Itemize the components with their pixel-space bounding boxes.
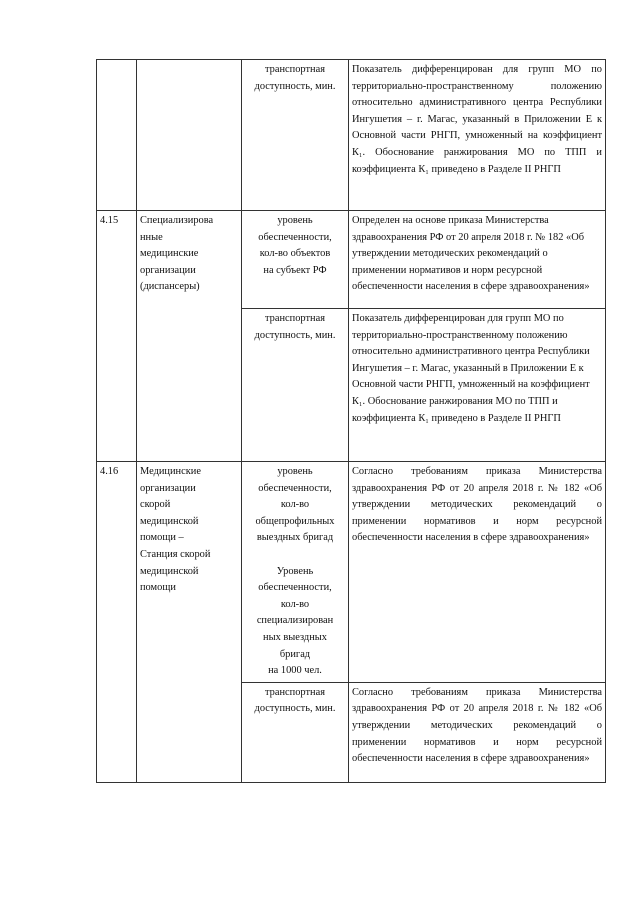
indicator-text: транспортная доступность, мин. [254, 64, 336, 92]
table-row [97, 60, 606, 211]
indicator-text: транспортная доступность, мин. [254, 686, 336, 715]
description-cell [349, 211, 606, 309]
description-text: Согласно требованиям приказа Министерства здравоохранения РФ от 20 апреля 2018 г. № 182 «Об утверждении методических рекомендаций о применении нормативов и норм ресурсной обеспеченности населения в сфере здравоохранения» [352, 466, 602, 544]
description-cell [349, 60, 606, 211]
object-name-cell [137, 211, 242, 462]
description-cell [349, 309, 606, 462]
description-cell [349, 462, 606, 683]
standards-table [96, 59, 606, 783]
indicator-text: уровень обеспеченности, кол-во общепрофильных выездных бригад Уровень обеспеченности, кол-во специализирован ных выездных бригад на 1000 чел. [255, 466, 335, 677]
indicator-cell [242, 60, 349, 211]
object-name: Медицинские организации скорой медицинской помощи – Станция скорой медицинской помощи [140, 466, 211, 594]
description-text: Показатель дифференцирован для групп МО по территориально-пространственному положению относительно административного центра Республики Ингушетия – г. Магас, указанный в Приложении Е к Основной части РНГП, умноженный на коэффициент К₁. Обоснование ранжирования МО по ТПП и коэффициента К₁ приведено в Разделе II РНГП [352, 313, 590, 424]
indicator-text: транспортная доступность, мин. [254, 313, 336, 341]
table-row [97, 211, 606, 309]
row-number-cell [97, 60, 137, 211]
indicator-cell [242, 211, 349, 309]
row-number: 4.16 [100, 466, 119, 477]
object-name: Специализирова нные медицинские организации (диспансеры) [140, 215, 214, 293]
indicator-cell [242, 309, 349, 462]
description-text: Согласно требованиям приказа Министерства здравоохранения РФ от 20 апреля 2018 г. № 182 «Об утверждении методических рекомендаций о применении нормативов и норм ресурсной обеспеченности населения в сфере здравоохранения» [352, 686, 602, 765]
description-text: Показатель дифференцирован для групп МО по территориально-пространственному положению относительно административного центра Республики Ингушетия – г. Магас, указанный в Приложении Е к Основной части РНГП, умноженный на коэффициент К₁. Обоснование ранжирования МО по ТПП и коэффициента К₁ приведено в Разделе II РНГП [352, 64, 602, 175]
description-text: Определен на основе приказа Министерства здравоохранения РФ от 20 апреля 2018 г. № 182 «Об утверждении методических рекомендаций о применении нормативов и норм ресурсной обеспеченности населения в сфере здравоохранения» [352, 215, 590, 293]
object-name-cell [137, 60, 242, 211]
indicator-cell [242, 682, 349, 782]
indicator-text: уровень обеспеченности, кол-во объектов на субъект РФ [258, 215, 332, 276]
indicator-cell [242, 462, 349, 683]
row-number: 4.15 [100, 215, 119, 226]
object-name-cell [137, 462, 242, 783]
row-number-cell [97, 211, 137, 462]
row-number-cell [97, 462, 137, 783]
description-cell [349, 682, 606, 782]
table-row [97, 462, 606, 683]
